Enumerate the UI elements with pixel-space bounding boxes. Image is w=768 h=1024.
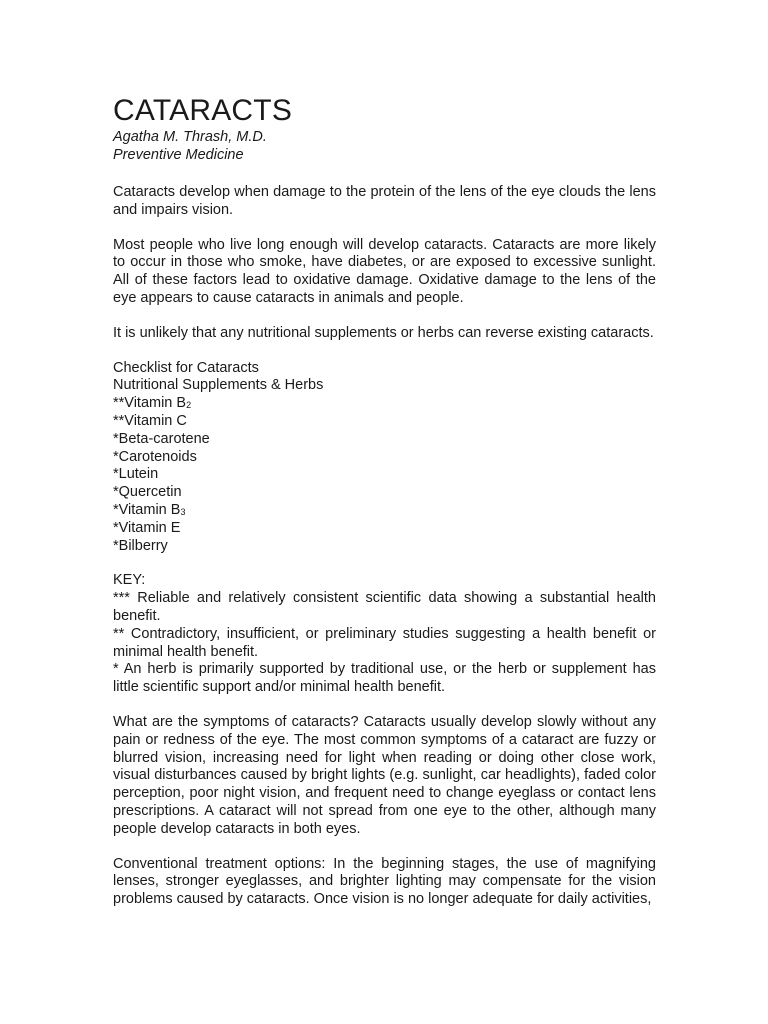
checklist-heading: Checklist for Cataracts bbox=[113, 359, 259, 376]
checklist-item-label: **Vitamin C bbox=[113, 412, 187, 429]
intro-paragraph-1: Cataracts develop when damage to the protein of the lens of the eye clouds the lens and impairs vision. bbox=[113, 184, 656, 218]
checklist-item-label: *Beta-carotene bbox=[113, 430, 210, 447]
checklist-subheading: Nutritional Supplements & Herbs bbox=[113, 377, 324, 394]
checklist-item bbox=[113, 502, 656, 520]
symptoms-paragraph: What are the symptoms of cataracts? Cataracts usually develop slowly without any pain or redness of the eye. The most common symptoms of a cataract are fuzzy or blurred vision, increasing need for light when reading or doing other close work, visual disturbances caused by bright lights (e.g. sunlight, car headlights), faded color perception, poor night vision, and frequent need to change eyeglass or contact lens prescriptions. A cataract will not spread from one eye to the other, although many people develop cataracts in both eyes. bbox=[113, 713, 656, 837]
checklist-item bbox=[113, 520, 656, 538]
key-entry-three-star: *** Reliable and relatively consistent scientific data showing a substantial health benefit. bbox=[113, 590, 656, 624]
key-entry-one-star: * An herb is primarily supported by traditional use, or the herb or supplement has little scientific support and/or minimal health benefit. bbox=[113, 661, 656, 696]
key-section bbox=[113, 572, 656, 697]
checklist-item-label: **Vitamin B bbox=[113, 395, 187, 412]
checklist-item-label: *Bilberry bbox=[113, 537, 168, 554]
checklist-items bbox=[113, 395, 656, 555]
key-heading: KEY: bbox=[113, 572, 146, 589]
checklist-item bbox=[113, 413, 656, 431]
checklist-item bbox=[113, 395, 656, 413]
document-page bbox=[113, 94, 656, 909]
checklist-item bbox=[113, 431, 656, 449]
key-entry-two-star: ** Contradictory, insufficient, or preliminary studies suggesting a health benefit or minimal health benefit. bbox=[113, 625, 656, 660]
checklist-item bbox=[113, 538, 656, 556]
checklist-item-label: *Lutein bbox=[113, 466, 159, 483]
intro-paragraph-3: It is unlikely that any nutritional supplements or herbs can reverse existing cataracts. bbox=[113, 324, 654, 341]
checklist-item bbox=[113, 484, 656, 502]
checklist bbox=[113, 360, 656, 556]
author-name: Agatha M. Thrash, M.D. bbox=[113, 129, 267, 145]
document-title: CATARACTS bbox=[113, 94, 293, 127]
checklist-item-label: *Vitamin E bbox=[113, 519, 181, 536]
checklist-item-subscript: 2 bbox=[186, 400, 192, 411]
checklist-item-label: *Vitamin B bbox=[113, 501, 181, 518]
checklist-item bbox=[113, 466, 656, 484]
intro-paragraph-2: Most people who live long enough will develop cataracts. Cataracts are more likely to occur in those who smoke, have diabetes, or are exposed to excessive sunlight. All of these factors lead to oxidative damage. Oxidative damage to the lens of the eye appears to cause cataracts in animals and people. bbox=[113, 236, 656, 306]
treatment-paragraph: Conventional treatment options: In the beginning stages, the use of magnifying lenses, stronger eyeglasses, and brighter lighting may compensate for the vision problems caused by cataracts. Once vision is no longer adequate for daily activities, bbox=[113, 855, 656, 908]
checklist-item bbox=[113, 449, 656, 467]
checklist-item-label: *Carotenoids bbox=[113, 448, 197, 465]
author-affiliation: Preventive Medicine bbox=[113, 147, 244, 163]
checklist-item-label: *Quercetin bbox=[113, 484, 182, 501]
checklist-item-subscript: 3 bbox=[180, 506, 186, 517]
